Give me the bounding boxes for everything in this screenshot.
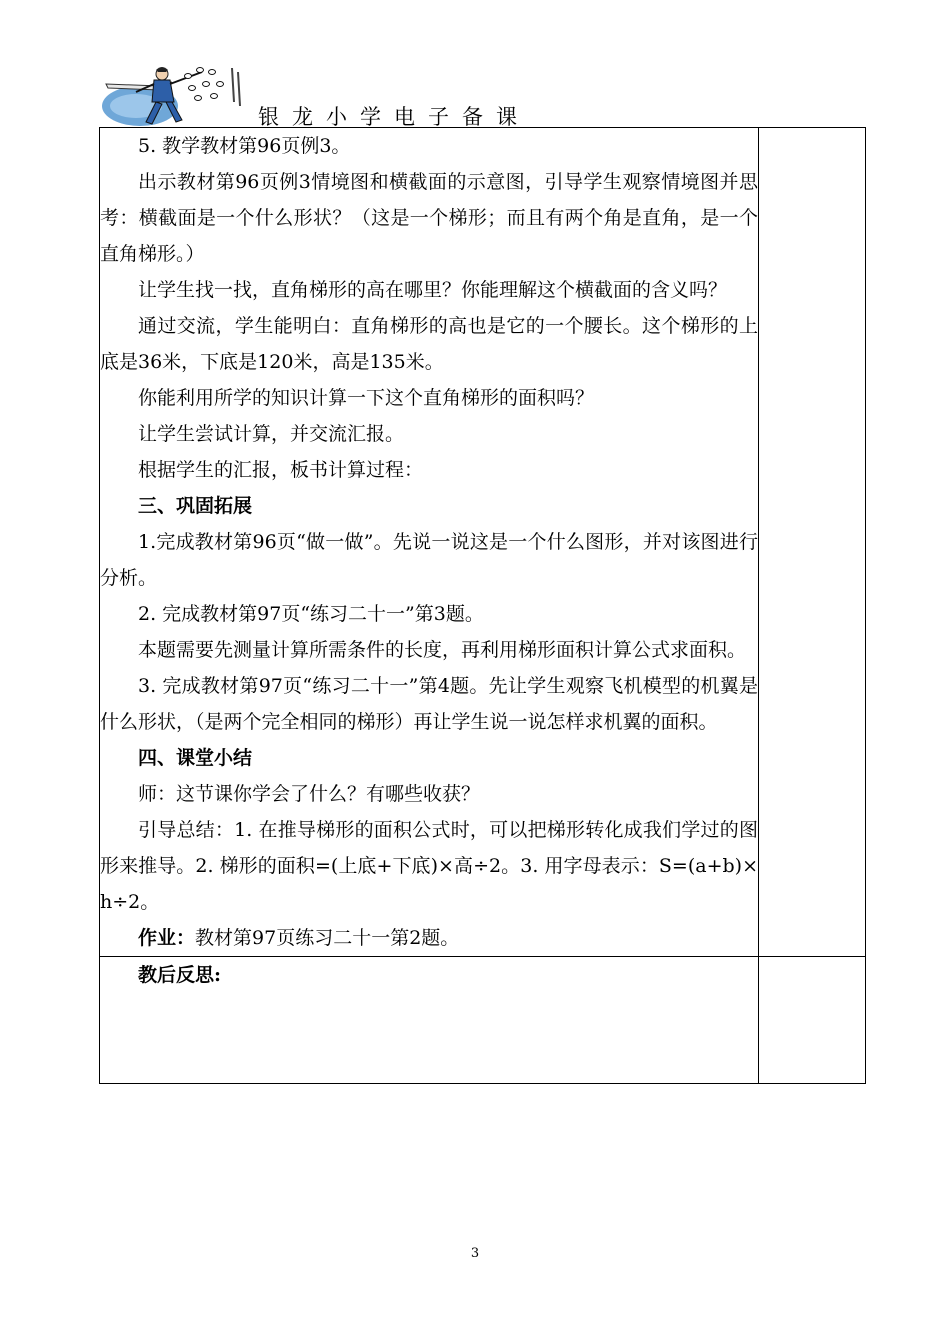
paragraph: 让学生找一找，直角梯形的高在哪里？你能理解这个横截面的含义吗？ bbox=[138, 279, 728, 301]
paragraph: 引导总结：1. 在推导梯形的面积公式时，可以把梯形转化成我们学过的图形来推导。2. 梯形的面积=(上底+下底)×高÷2。3. 用字母表示：S=(a+b)×h÷2。 bbox=[100, 819, 758, 913]
school-title: 银龙小学电子备课 bbox=[258, 105, 530, 129]
paragraph: 你能利用所学的知识计算一下这个直角梯形的面积吗？ bbox=[138, 387, 595, 409]
section-heading: 四、课堂小结 bbox=[138, 747, 253, 769]
homework-label: 作业： bbox=[138, 927, 196, 949]
paragraph: 1.完成教材第96页“做一做”。先说一说这是一个什么图形，并对该图进行分析。 bbox=[100, 531, 758, 589]
homework-paragraph bbox=[100, 920, 758, 956]
paragraph: 本题需要先测量计算所需条件的长度，再利用梯形面积计算公式求面积。 bbox=[138, 639, 747, 661]
reflection-row bbox=[100, 957, 866, 1084]
reflection-cell bbox=[100, 957, 759, 1084]
paragraph: 5. 教学教材第96页例3。 bbox=[138, 135, 351, 157]
reflection-label: 教后反思: bbox=[138, 964, 222, 986]
lesson-body-row bbox=[100, 128, 866, 957]
lesson-content-cell bbox=[100, 128, 759, 957]
teacher-pointing-board-icon bbox=[100, 62, 250, 128]
paragraph: 出示教材第96页例3情境图和横截面的示意图，引导学生观察情境图并思考：横截面是一个什么形状？（这是一个梯形；而且有两个角是直角，是一个直角梯形。） bbox=[100, 171, 758, 265]
section-heading: 三、巩固拓展 bbox=[138, 495, 253, 517]
paragraph: 2. 完成教材第97页“练习二十一”第3题。 bbox=[138, 603, 484, 625]
reflection-notes-cell bbox=[759, 957, 866, 1084]
paragraph: 3. 完成教材第97页“练习二十一”第4题。先让学生观察飞机模型的机翼是什么形状，（是两个完全相同的梯形）再让学生说一说怎样求机翼的面积。 bbox=[100, 675, 758, 733]
paragraph: 让学生尝试计算，并交流汇报。 bbox=[138, 423, 405, 445]
paragraph: 师：这节课你学会了什么？有哪些收获？ bbox=[138, 783, 481, 805]
paragraph: 根据学生的汇报，板书计算过程： bbox=[138, 459, 424, 481]
paragraph: 通过交流，学生能明白：直角梯形的高也是它的一个腰长。这个梯形的上底是36米，下底是120米，高是135米。 bbox=[100, 315, 758, 373]
notes-column-cell bbox=[759, 128, 866, 957]
page-number: 3 bbox=[470, 1246, 480, 1261]
homework-text: 教材第97页练习二十一第2题。 bbox=[195, 927, 460, 949]
lesson-plan-table bbox=[99, 127, 866, 1084]
